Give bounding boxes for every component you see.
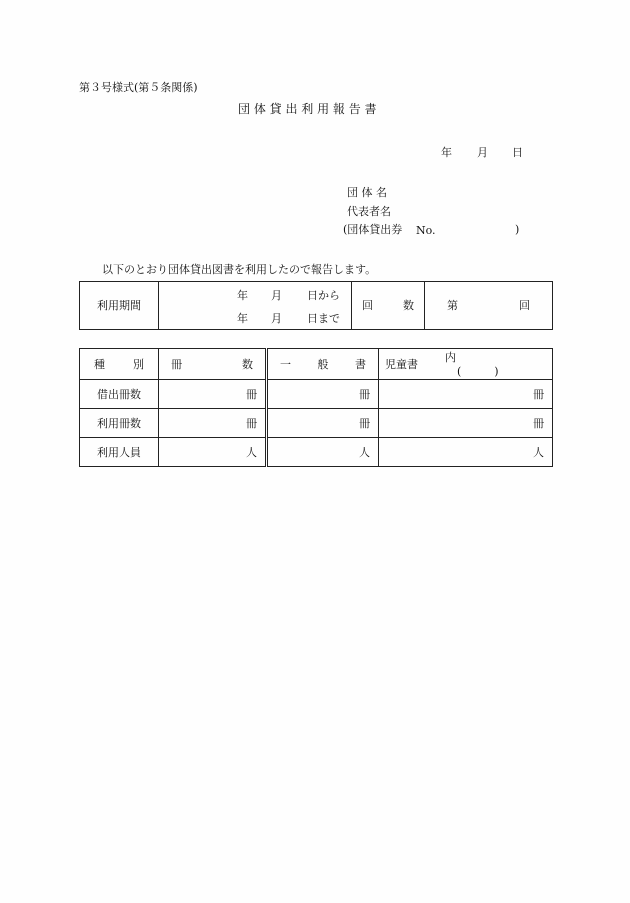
children-unit: 冊 (379, 409, 553, 438)
to-month-label: 月 (271, 312, 282, 325)
kind-header-a: 種 (94, 357, 105, 371)
period-table (79, 281, 553, 330)
representative-label: 代表者名 (347, 205, 391, 218)
from-year-label: 年 (237, 289, 248, 302)
row-label: 利用人員 (80, 438, 159, 467)
to-day-label: 日まで (307, 312, 340, 325)
usage-table (79, 348, 553, 467)
breakdown-label: 内 (445, 350, 456, 364)
general-unit: 冊 (267, 380, 379, 409)
date-year-label: 年 (441, 146, 452, 159)
children-books-label: 児童書 (385, 357, 418, 371)
volumes-header-a: 冊 (171, 357, 182, 371)
intro-text: 以下のとおり団体貸出図書を利用したので報告します。 (102, 263, 377, 276)
kind-header-b: 別 (133, 357, 144, 371)
count-label-a: 回 (362, 299, 373, 312)
card-number-label: No. (416, 224, 436, 237)
general-unit: 人 (267, 438, 379, 467)
card-number-close: ) (515, 223, 520, 236)
general-header-a: 一 (280, 357, 291, 371)
period-range-cell (159, 282, 352, 330)
volumes-unit: 冊 (159, 380, 267, 409)
nth-label: 第 (447, 299, 458, 312)
form-id: 第３号様式(第５条関係) (79, 81, 198, 94)
general-unit: 冊 (267, 409, 379, 438)
volumes-header-b: 数 (242, 357, 253, 371)
usage-count-value-cell (425, 282, 553, 330)
general-header-c: 書 (355, 357, 366, 371)
volumes-header (159, 349, 267, 380)
table-row (80, 409, 553, 438)
from-month-label: 月 (271, 289, 282, 302)
usage-count-label-cell (352, 282, 425, 330)
general-books-header (267, 349, 379, 380)
usage-table-header (80, 349, 553, 380)
volumes-unit: 人 (159, 438, 267, 467)
general-header-b: 般 (317, 357, 329, 371)
card-number-open: (団体貸出券 (343, 223, 403, 236)
children-unit: 人 (379, 438, 553, 467)
row-label: 利用冊数 (80, 409, 159, 438)
volumes-unit: 冊 (159, 409, 267, 438)
from-day-label: 日から (307, 289, 340, 302)
children-books-header (379, 349, 553, 380)
document-title: 団 体 貸 出 利 用 報 告 書 (238, 102, 377, 116)
row-label: 借出冊数 (80, 380, 159, 409)
date-day-label: 日 (512, 146, 523, 159)
table-row (80, 380, 553, 409)
table-row (80, 438, 553, 467)
period-label: 利用期間 (80, 282, 159, 330)
breakdown-paren: ( ) (457, 364, 499, 378)
times-label: 回 (519, 299, 530, 312)
to-year-label: 年 (237, 312, 248, 325)
date-month-label: 月 (477, 146, 488, 159)
count-label-b: 数 (403, 299, 414, 312)
children-unit: 冊 (379, 380, 553, 409)
group-name-label: 団 体 名 (347, 186, 387, 199)
kind-header (80, 349, 159, 380)
